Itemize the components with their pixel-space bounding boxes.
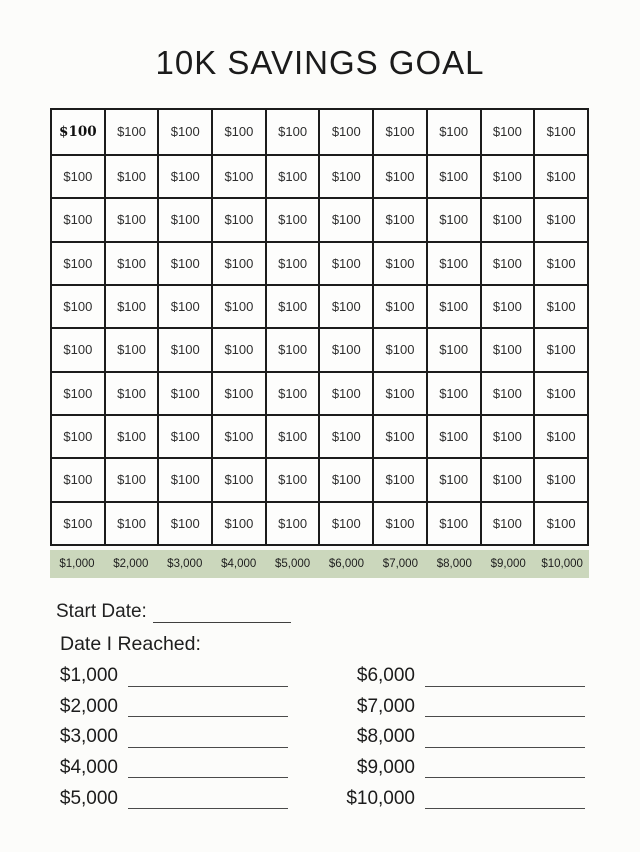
milestone-value: $3,000 xyxy=(167,558,203,570)
savings-cell[interactable]: $100 xyxy=(266,328,320,371)
savings-cell[interactable]: $100 xyxy=(534,328,588,371)
savings-cell[interactable]: $100 xyxy=(51,285,105,328)
savings-cell[interactable]: $100 xyxy=(427,372,481,415)
milestone-amount-label: $9,000 xyxy=(356,757,415,779)
savings-cell[interactable]: $100 xyxy=(266,242,320,285)
savings-cell[interactable]: $100 xyxy=(51,502,105,545)
milestone-value: $2,000 xyxy=(113,558,149,570)
date-reached-input-line[interactable] xyxy=(425,685,585,687)
savings-cell[interactable]: $100 xyxy=(373,415,427,458)
savings-cell[interactable]: $100 xyxy=(534,502,588,545)
savings-cell[interactable]: $100 xyxy=(373,242,427,285)
milestone-amount-label: $8,000 xyxy=(356,726,415,748)
milestone-amount-label: $10,000 xyxy=(346,787,415,809)
savings-cell[interactable]: $100 xyxy=(373,285,427,328)
savings-cell[interactable]: $100 xyxy=(266,155,320,198)
start-date-input-line[interactable] xyxy=(153,603,291,623)
savings-cell[interactable]: $100 xyxy=(51,328,105,371)
savings-cell[interactable]: $100 xyxy=(105,502,159,545)
savings-cell[interactable]: $100 xyxy=(481,415,535,458)
date-reached-row xyxy=(50,753,288,784)
date-reached-row xyxy=(50,722,288,753)
savings-cell-first[interactable]: $100 xyxy=(51,109,105,155)
savings-cell[interactable]: $100 xyxy=(319,109,373,155)
savings-cell[interactable]: $100 xyxy=(534,198,588,241)
savings-cell[interactable]: $100 xyxy=(51,198,105,241)
savings-cell[interactable]: $100 xyxy=(105,109,159,155)
savings-cell[interactable]: $100 xyxy=(319,502,373,545)
savings-cell[interactable]: $100 xyxy=(319,242,373,285)
savings-cell[interactable]: $100 xyxy=(319,155,373,198)
savings-cell[interactable]: $100 xyxy=(534,242,588,285)
savings-cell[interactable]: $100 xyxy=(105,328,159,371)
milestone-amount-label: $2,000 xyxy=(59,695,118,717)
savings-cell[interactable]: $100 xyxy=(105,415,159,458)
savings-cell[interactable]: $100 xyxy=(212,285,266,328)
savings-cell[interactable]: $100 xyxy=(481,328,535,371)
savings-cell[interactable]: $100 xyxy=(105,155,159,198)
start-date-row xyxy=(56,601,291,623)
savings-cell[interactable]: $100 xyxy=(158,242,212,285)
date-reached-input-line[interactable] xyxy=(425,715,585,717)
savings-cell[interactable]: $100 xyxy=(212,155,266,198)
savings-cell[interactable]: $100 xyxy=(481,155,535,198)
savings-cell[interactable]: $100 xyxy=(481,502,535,545)
savings-cell[interactable]: $100 xyxy=(212,458,266,501)
savings-cell[interactable]: $100 xyxy=(212,328,266,371)
date-reached-row xyxy=(343,722,585,753)
savings-cell[interactable]: $100 xyxy=(481,242,535,285)
page-title: 10K SAVINGS GOAL xyxy=(155,44,485,81)
savings-cell[interactable]: $100 xyxy=(212,415,266,458)
savings-cell[interactable]: $100 xyxy=(266,502,320,545)
savings-cell[interactable]: $100 xyxy=(534,155,588,198)
savings-cell[interactable]: $100 xyxy=(534,109,588,155)
savings-cell[interactable]: $100 xyxy=(158,328,212,371)
savings-cell[interactable]: $100 xyxy=(373,109,427,155)
savings-cell[interactable]: $100 xyxy=(212,109,266,155)
savings-cell[interactable]: $100 xyxy=(158,285,212,328)
savings-cell[interactable]: $100 xyxy=(481,285,535,328)
savings-cell[interactable]: $100 xyxy=(373,502,427,545)
savings-cell[interactable]: $100 xyxy=(427,458,481,501)
milestone-value: $6,000 xyxy=(328,558,365,570)
milestone-value: $7,000 xyxy=(382,558,418,570)
date-reached-input-line[interactable] xyxy=(128,776,288,778)
savings-cell[interactable]: $100 xyxy=(427,109,481,155)
savings-cell[interactable]: $100 xyxy=(158,458,212,501)
milestone-amount-label: $6,000 xyxy=(356,665,415,687)
savings-cell[interactable]: $100 xyxy=(534,458,588,501)
savings-grid xyxy=(50,108,589,546)
savings-cell[interactable]: $100 xyxy=(427,285,481,328)
savings-cell[interactable]: $100 xyxy=(427,198,481,241)
date-reached-input-line[interactable] xyxy=(128,807,288,809)
milestone-value: $8,000 xyxy=(436,558,472,570)
milestone-row xyxy=(50,550,589,578)
date-reached-column-left xyxy=(50,661,288,814)
savings-cell[interactable]: $100 xyxy=(319,328,373,371)
date-reached-input-line[interactable] xyxy=(128,715,288,717)
savings-cell[interactable]: $100 xyxy=(212,198,266,241)
savings-cell[interactable]: $100 xyxy=(105,198,159,241)
milestone-value: $4,000 xyxy=(221,558,257,570)
savings-cell[interactable]: $100 xyxy=(158,415,212,458)
savings-cell[interactable]: $100 xyxy=(51,415,105,458)
savings-cell[interactable]: $100 xyxy=(266,285,320,328)
savings-cell[interactable]: $100 xyxy=(534,285,588,328)
date-reached-row xyxy=(50,692,288,723)
start-date-label: Start Date: xyxy=(56,601,147,622)
savings-cell[interactable]: $100 xyxy=(534,415,588,458)
savings-cell[interactable]: $100 xyxy=(373,328,427,371)
savings-cell[interactable]: $100 xyxy=(158,109,212,155)
savings-cell[interactable]: $100 xyxy=(427,328,481,371)
date-reached-input-line[interactable] xyxy=(425,746,585,748)
savings-cell[interactable]: $100 xyxy=(481,372,535,415)
date-reached-row xyxy=(50,783,288,814)
savings-cell[interactable]: $100 xyxy=(51,242,105,285)
savings-cell[interactable]: $100 xyxy=(105,458,159,501)
savings-cell[interactable]: $100 xyxy=(319,458,373,501)
date-reached-row xyxy=(50,661,288,692)
savings-cell[interactable]: $100 xyxy=(158,198,212,241)
savings-cell[interactable]: $100 xyxy=(212,502,266,545)
savings-cell[interactable]: $100 xyxy=(212,372,266,415)
milestone-amount-label: $3,000 xyxy=(59,726,118,748)
savings-cell[interactable]: $100 xyxy=(373,198,427,241)
savings-cell[interactable]: $100 xyxy=(534,372,588,415)
date-reached-row xyxy=(343,783,585,814)
milestone-value: $10,000 xyxy=(541,558,583,570)
milestone-amount-label: $1,000 xyxy=(59,665,118,687)
milestone-value: $5,000 xyxy=(274,558,311,570)
savings-cell[interactable]: $100 xyxy=(427,502,481,545)
date-reached-row xyxy=(343,692,585,723)
savings-cell[interactable]: $100 xyxy=(105,372,159,415)
savings-cell[interactable]: $100 xyxy=(373,458,427,501)
savings-cell[interactable]: $100 xyxy=(427,415,481,458)
savings-cell[interactable]: $100 xyxy=(373,372,427,415)
milestone-amount-label: $5,000 xyxy=(59,787,118,809)
savings-cell[interactable]: $100 xyxy=(158,502,212,545)
savings-cell[interactable]: $100 xyxy=(158,155,212,198)
savings-cell[interactable]: $100 xyxy=(427,242,481,285)
savings-cell[interactable]: $100 xyxy=(481,458,535,501)
savings-cell[interactable]: $100 xyxy=(158,372,212,415)
milestone-amount-label: $7,000 xyxy=(356,695,415,717)
savings-cell[interactable]: $100 xyxy=(266,372,320,415)
savings-cell[interactable]: $100 xyxy=(319,372,373,415)
savings-cell[interactable]: $100 xyxy=(481,109,535,155)
savings-cell[interactable]: $100 xyxy=(51,155,105,198)
date-reached-heading: Date I Reached: xyxy=(60,633,201,655)
milestone-value: $9,000 xyxy=(490,558,526,570)
milestone-value: $1,000 xyxy=(59,558,95,570)
date-reached-input-line[interactable] xyxy=(425,776,585,778)
savings-cell[interactable]: $100 xyxy=(266,415,320,458)
savings-cell[interactable]: $100 xyxy=(319,198,373,241)
savings-cell[interactable]: $100 xyxy=(51,372,105,415)
date-reached-column-right xyxy=(343,661,585,814)
savings-cell[interactable]: $100 xyxy=(212,242,266,285)
date-reached-row xyxy=(343,753,585,784)
savings-cell[interactable]: $100 xyxy=(266,109,320,155)
savings-cell[interactable]: $100 xyxy=(373,155,427,198)
savings-cell[interactable]: $100 xyxy=(51,458,105,501)
savings-cell[interactable]: $100 xyxy=(105,285,159,328)
savings-cell[interactable]: $100 xyxy=(481,198,535,241)
savings-cell[interactable]: $100 xyxy=(319,415,373,458)
date-reached-input-line[interactable] xyxy=(128,685,288,687)
savings-cell[interactable]: $100 xyxy=(266,198,320,241)
savings-cell[interactable]: $100 xyxy=(105,242,159,285)
date-reached-input-line[interactable] xyxy=(425,807,585,809)
savings-cell[interactable]: $100 xyxy=(319,285,373,328)
date-reached-input-line[interactable] xyxy=(128,746,288,748)
milestone-amount-label: $4,000 xyxy=(59,757,118,779)
date-reached-row xyxy=(343,661,585,692)
savings-cell[interactable]: $100 xyxy=(266,458,320,501)
savings-cell[interactable]: $100 xyxy=(427,155,481,198)
